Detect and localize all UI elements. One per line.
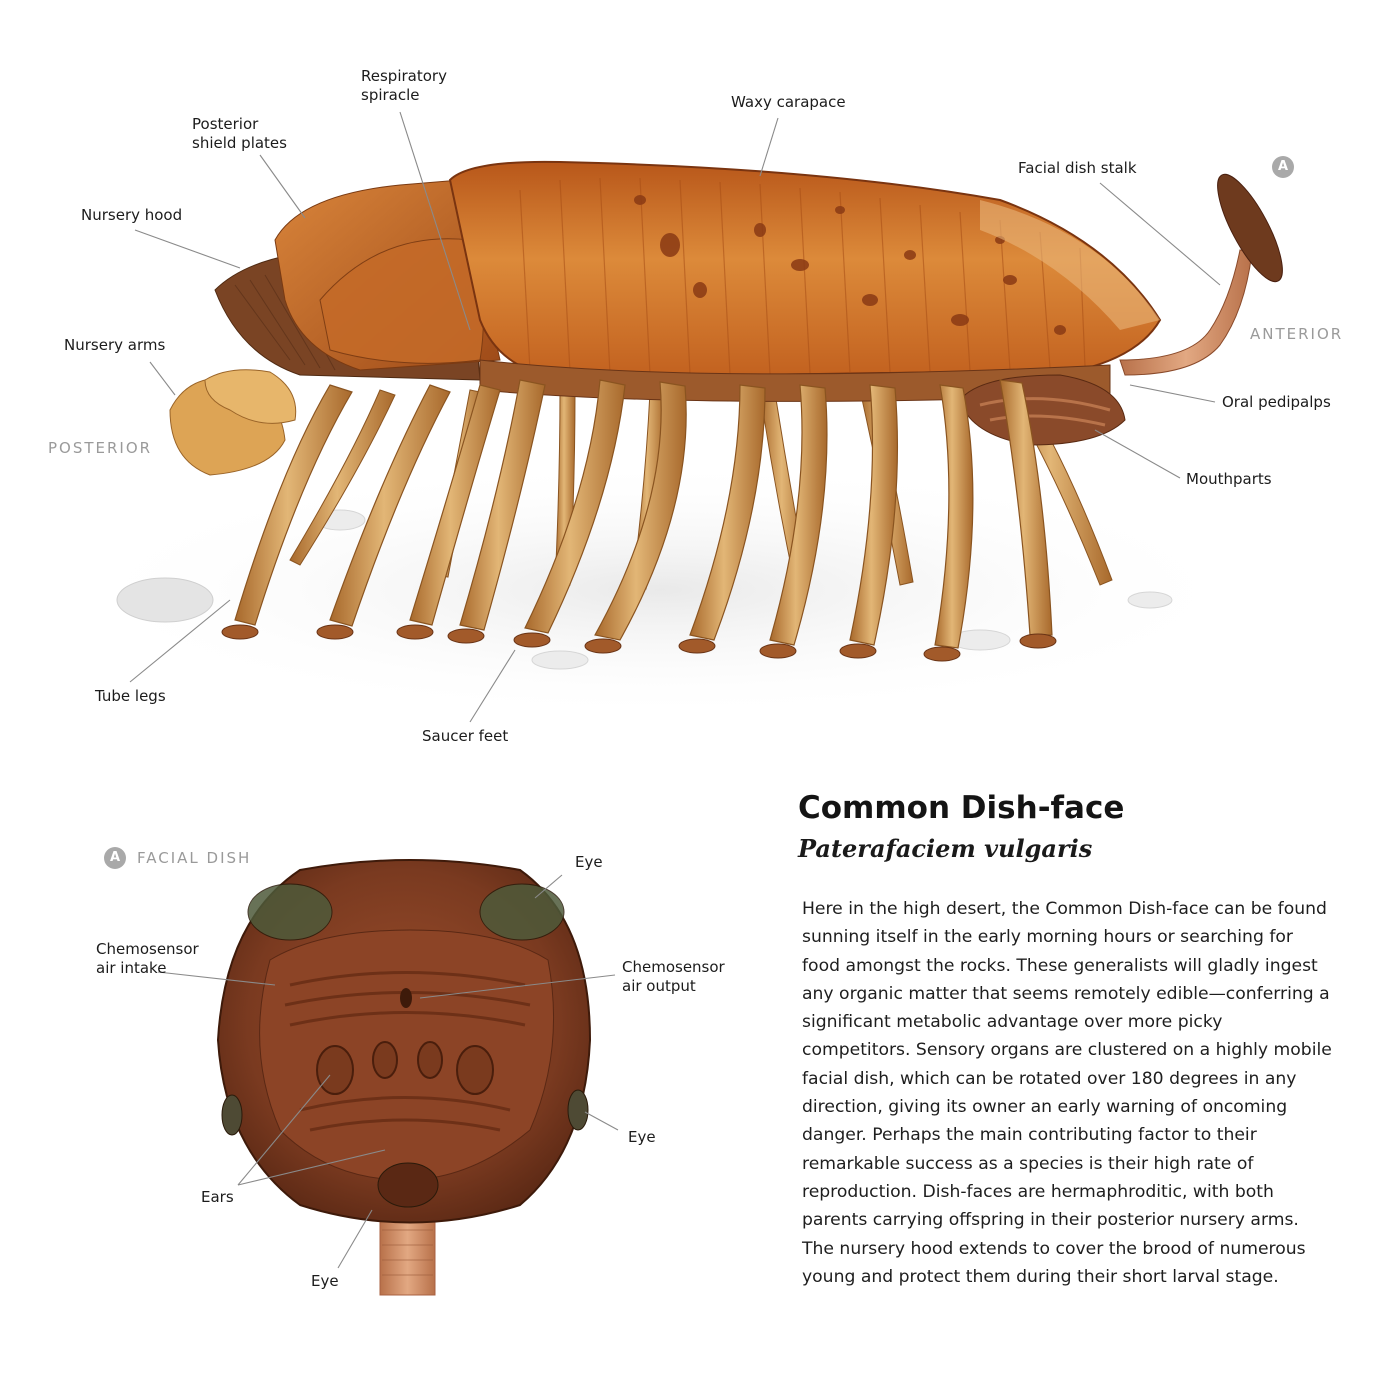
species-common-name: Common Dish-face <box>798 790 1125 826</box>
label-respiratory-spiracle: Respiratory spiracle <box>361 67 447 104</box>
direction-anterior: ANTERIOR <box>1250 325 1344 343</box>
creature-body <box>170 162 1294 475</box>
label-chemosensor-air-intake: Chemosensor air intake <box>96 940 199 977</box>
callout-badge-detail: A <box>104 847 126 869</box>
label-waxy-carapace: Waxy carapace <box>731 93 846 111</box>
detail-title: FACIAL DISH <box>137 849 252 867</box>
label-facial-dish-stalk: Facial dish stalk <box>1018 159 1137 177</box>
label-eye-bottom: Eye <box>311 1272 339 1290</box>
eye-top-right <box>480 884 564 940</box>
label-chemosensor-air-output: Chemosensor air output <box>622 958 725 995</box>
facial-dish-side <box>1206 167 1294 290</box>
facial-dish-detail <box>158 860 618 1295</box>
callout-badge-top: A <box>1272 156 1294 178</box>
label-oral-pedipalps: Oral pedipalps <box>1222 393 1331 411</box>
eye-top-left <box>248 884 332 940</box>
eye-bottom <box>378 1163 438 1207</box>
label-nursery-hood: Nursery hood <box>81 206 183 224</box>
eye-side-right <box>568 1090 588 1130</box>
label-eye-top: Eye <box>575 853 603 871</box>
species-scientific-name: Paterafaciem vulgaris <box>798 834 1093 863</box>
label-ears: Ears <box>201 1188 234 1206</box>
direction-posterior: POSTERIOR <box>48 439 153 457</box>
eye-side-left <box>222 1095 242 1135</box>
label-tube-legs: Tube legs <box>95 687 166 705</box>
label-nursery-arms: Nursery arms <box>64 336 166 354</box>
label-saucer-feet: Saucer feet <box>422 727 509 745</box>
label-mouthparts: Mouthparts <box>1186 470 1272 488</box>
species-description: Here in the high desert, the Common Dish-face can be found sunning itself in the early morning hours or searching for food amongst the rocks. These generalists will gladly ingest any organic matter that seems remotely edible—conferring a significant metabolic advantage over more picky competitors. Sensory organs are clustered on a highly mobile facial dish, which can be rotated over 180 degrees in any direction, giving its owner an early warning of oncoming danger. Perhaps the main contributing factor to their remarkable success as a species is their high rate of reproduction. Dish-faces are hermaphroditic, with both parents carrying offspring in their posterior nursery arms. The nursery hood extends to cover the brood of numerous young and protect them during their short larval stage. <box>802 899 1332 1287</box>
label-eye-right: Eye <box>628 1128 656 1146</box>
label-posterior-shield-plates: Posterior shield plates <box>192 115 287 152</box>
air-output <box>400 988 412 1008</box>
